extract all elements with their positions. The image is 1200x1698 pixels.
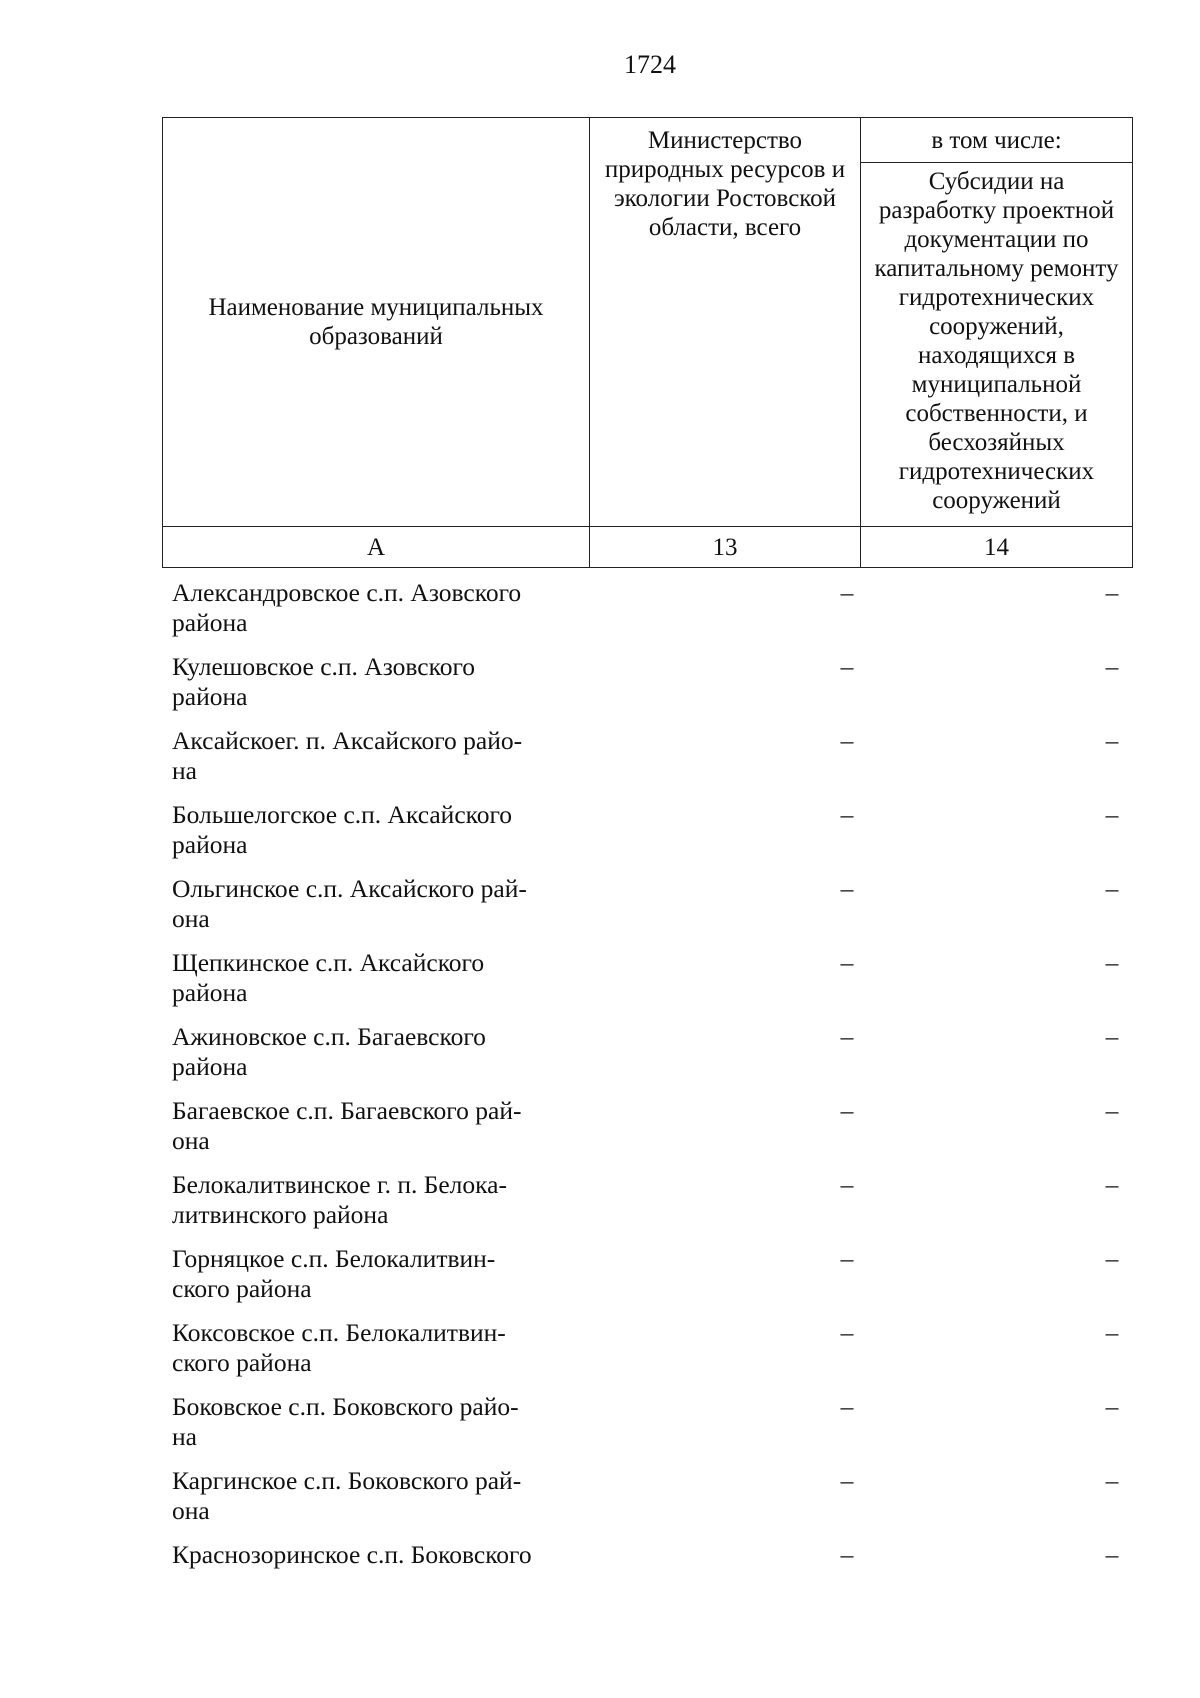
row-value-14: –	[1105, 1244, 1119, 1273]
row-name: Боковское с.п. Боковского райо- на	[172, 1392, 519, 1451]
row-value-13: –	[840, 800, 854, 829]
row-value-13: –	[840, 1244, 854, 1273]
table-row	[172, 1022, 1132, 1096]
header-including: в том числе:	[861, 118, 1133, 163]
header-subsidy-label: Субсидии на разработку проектной документации по капитальному ремонту гидротехнических сооружений, находящихся в муниципальной собственности, и бесхозяйных гидротехнических сооружений	[874, 168, 1119, 514]
row-name: Белокалитвинское г. п. Белока- литвинского района	[172, 1170, 507, 1229]
row-value-13: –	[840, 652, 854, 681]
row-value-13: –	[840, 1022, 854, 1051]
row-value-13: –	[840, 726, 854, 755]
header-ministry-label: Министерство природных ресурсов и экологии Ростовской области, всего	[604, 127, 846, 241]
row-value-13: –	[840, 948, 854, 977]
row-name: Каргинское с.п. Боковского рай- она	[172, 1466, 522, 1525]
row-name: Горняцкое с.п. Белокалитвин- ского района	[172, 1244, 496, 1303]
table-row	[172, 578, 1132, 652]
row-value-13: –	[840, 578, 854, 607]
column-index-13: 13	[590, 527, 861, 568]
row-name: Краснозоринское с.п. Боковского	[172, 1540, 532, 1569]
table-row	[172, 1466, 1132, 1540]
row-value-14: –	[1105, 1170, 1119, 1199]
column-index-14: 14	[861, 527, 1133, 568]
table-row	[172, 1170, 1132, 1244]
row-value-14: –	[1105, 1318, 1119, 1347]
row-value-14: –	[1105, 874, 1119, 903]
row-value-14: –	[1105, 1096, 1119, 1125]
page-number: 1724	[624, 50, 676, 79]
row-value-13: –	[840, 1096, 854, 1125]
table-row	[172, 874, 1132, 948]
header-subsidy-column	[861, 163, 1133, 527]
row-value-14: –	[1105, 1466, 1119, 1495]
row-name: Аксайскоег. п. Аксайского райо- на	[172, 726, 523, 785]
row-value-14: –	[1105, 1540, 1119, 1569]
row-value-13: –	[840, 1170, 854, 1199]
data-rows	[172, 578, 1132, 1614]
row-value-13: –	[840, 1540, 854, 1569]
row-value-14: –	[1105, 1022, 1119, 1051]
row-value-14: –	[1105, 1392, 1119, 1421]
row-name: Ажиновское с.п. Багаевского района	[172, 1022, 486, 1081]
row-value-14: –	[1105, 652, 1119, 681]
row-name: Александровское с.п. Азовского района	[172, 578, 522, 637]
header-name-label: Наименование муниципальных образований	[208, 294, 544, 350]
table-header	[162, 117, 1133, 568]
table-row	[172, 652, 1132, 726]
header-ministry-column	[590, 118, 861, 527]
row-value-13: –	[840, 1466, 854, 1495]
table-row	[172, 1096, 1132, 1170]
row-value-13: –	[840, 1392, 854, 1421]
row-value-13: –	[840, 1318, 854, 1347]
row-value-14: –	[1105, 800, 1119, 829]
row-name: Кулешовское с.п. Азовского района	[172, 652, 476, 711]
table-row	[172, 726, 1132, 800]
header-name-column	[163, 118, 590, 527]
row-value-14: –	[1105, 948, 1119, 977]
table-row	[172, 1392, 1132, 1466]
table-row	[172, 800, 1132, 874]
row-value-13: –	[840, 874, 854, 903]
row-name: Щепкинское с.п. Аксайского района	[172, 948, 485, 1007]
row-name: Багаевское с.п. Багаевского рай- она	[172, 1096, 522, 1155]
table-row	[172, 1318, 1132, 1392]
row-name: Коксовское с.п. Белокалитвин- ского района	[172, 1318, 506, 1377]
row-name: Ольгинское с.п. Аксайского рай- она	[172, 874, 527, 933]
table-row	[172, 1540, 1132, 1614]
table-row	[172, 948, 1132, 1022]
column-index-a: А	[163, 527, 590, 568]
row-value-14: –	[1105, 578, 1119, 607]
row-name: Большелогское с.п. Аксайского района	[172, 800, 513, 859]
table-row	[172, 1244, 1132, 1318]
row-value-14: –	[1105, 726, 1119, 755]
